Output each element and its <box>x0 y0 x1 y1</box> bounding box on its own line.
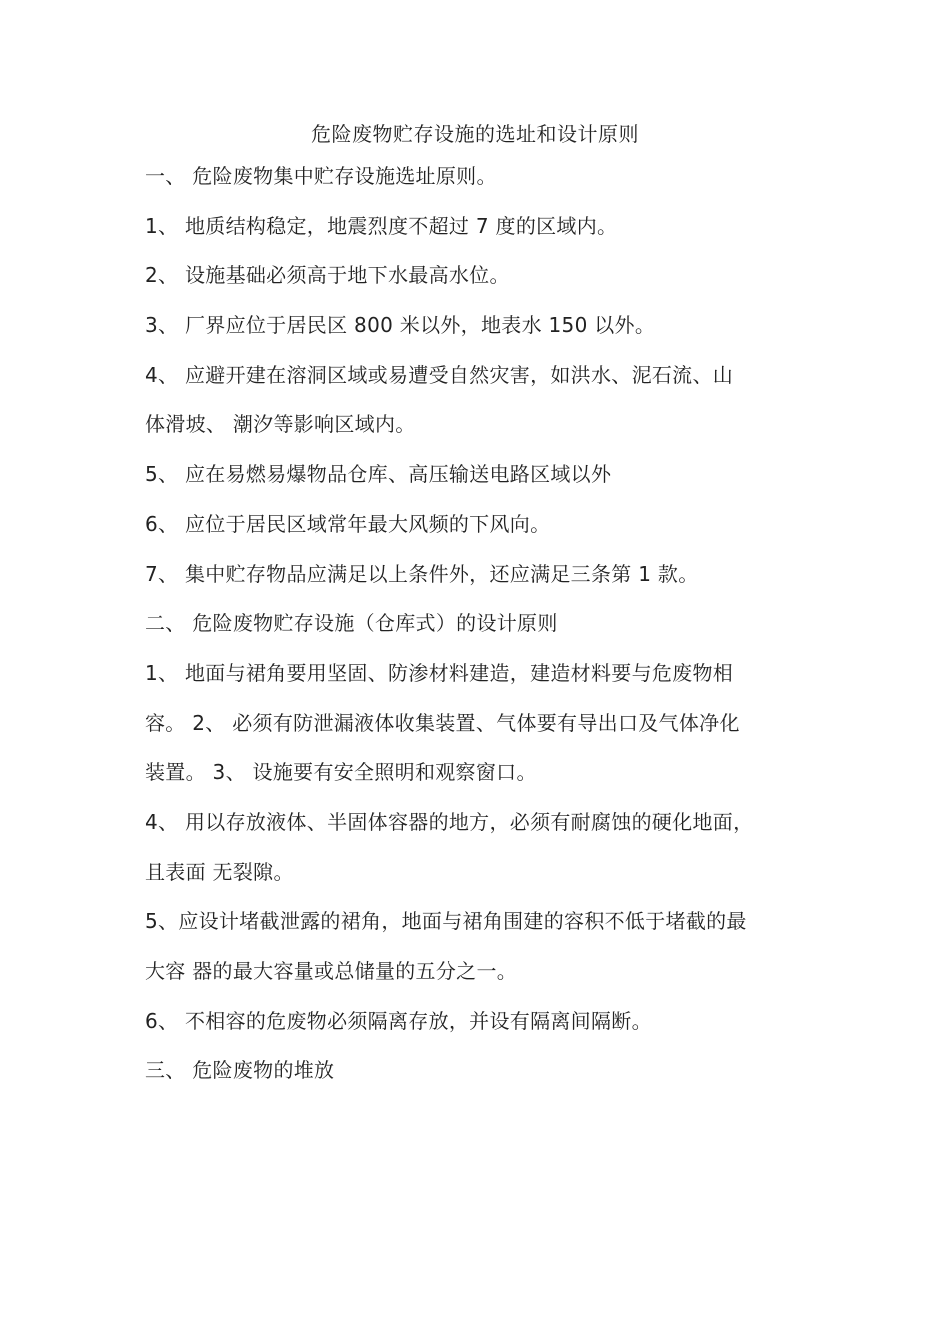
document-title: 危险废物贮存设施的选址和设计原则 <box>311 122 639 146</box>
paragraph-line: 5、应设计堵截泄露的裙角，地面与裙角围建的容积不低于堵截的最 <box>145 909 747 934</box>
paragraph-line: 装置。 3、 设施要有安全照明和观察窗口。 <box>145 760 537 785</box>
document-body <box>145 160 815 1104</box>
paragraph-line: 5、 应在易燃易爆物品仓库、高压输送电路区域以外 <box>145 462 612 487</box>
section-heading-3: 三、 危险废物的堆放 <box>145 1058 335 1083</box>
paragraph-line: 1、 地质结构稳定，地震烈度不超过 7 度的区域内。 <box>145 213 618 238</box>
paragraph-line: 2、 设施基础必须高于地下水最高水位。 <box>145 263 510 288</box>
paragraph-line: 3、 厂界应位于居民区 800 米以外，地表水 150 以外。 <box>145 313 656 338</box>
paragraph-line: 容。 2、 必须有防泄漏液体收集装置、气体要有导出口及气体净化 <box>145 710 740 735</box>
paragraph-line: 6、 应位于居民区域常年最大风频的下风向。 <box>145 511 551 536</box>
paragraph-line: 4、 用以存放液体、半固体容器的地方，必须有耐腐蚀的硬化地面， <box>145 809 754 834</box>
paragraph-line: 1、 地面与裙角要用坚固、防渗材料建造，建造材料要与危废物相 <box>145 660 734 685</box>
paragraph-line: 7、 集中贮存物品应满足以上条件外，还应满足三条第 1 款。 <box>145 561 699 586</box>
section-heading-1: 一、 危险废物集中贮存设施选址原则。 <box>145 164 497 188</box>
paragraph-line: 4、 应避开建在溶洞区域或易遭受自然灾害，如洪水、泥石流、山 <box>145 362 734 387</box>
paragraph-line: 6、 不相容的危废物必须隔离存放，并设有隔离间隔断。 <box>145 1008 652 1033</box>
section-heading-2: 二、 危险废物贮存设施（仓库式）的设计原则 <box>145 611 558 636</box>
paragraph-line: 大容 器的最大容量或总储量的五分之一。 <box>145 959 518 983</box>
paragraph-line: 且表面 无裂隙。 <box>145 859 294 884</box>
paragraph-line: 体滑坡、 潮汐等影响区域内。 <box>145 412 416 437</box>
